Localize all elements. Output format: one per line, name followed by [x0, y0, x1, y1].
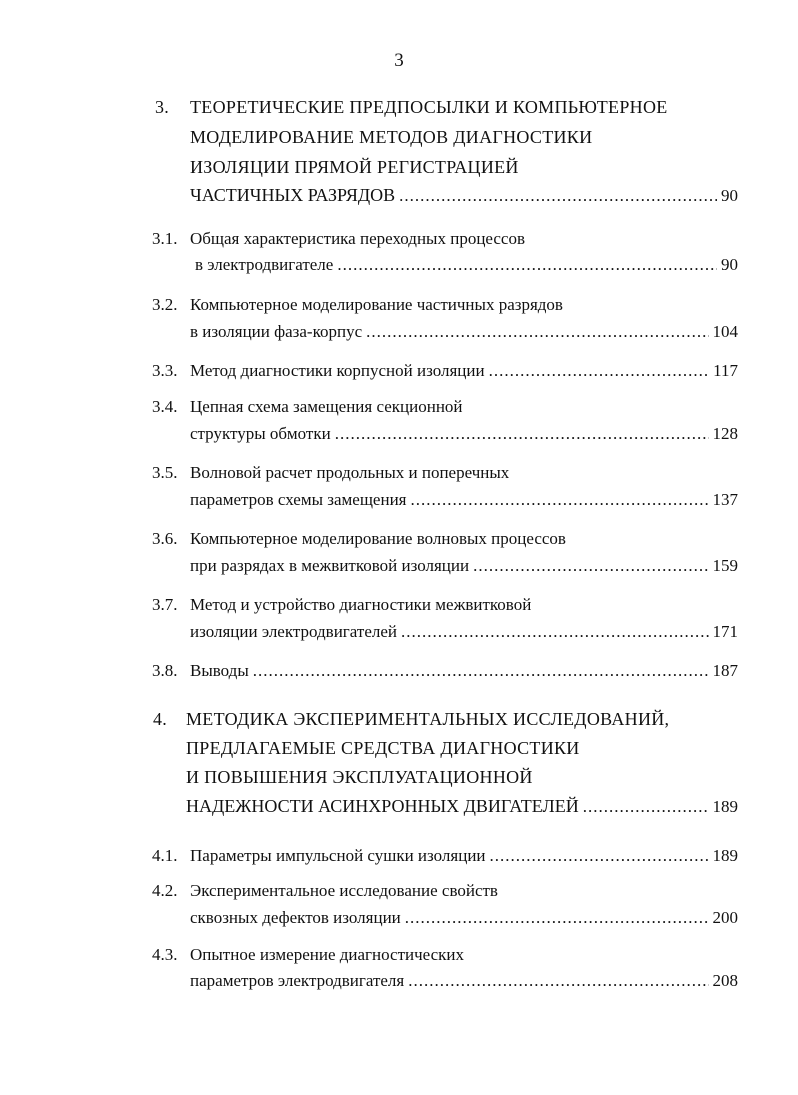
section-title-last-line: структуры обмотки: [190, 424, 331, 443]
dot-leader: [489, 360, 710, 382]
section-title-last-line: в изоляции фаза-корпус: [190, 322, 363, 341]
chapter-number: 4.: [153, 709, 168, 729]
page-ref: 171: [712, 622, 738, 641]
section-number: 3.7.: [152, 595, 178, 614]
toc-leader-line: [190, 907, 738, 929]
chapter-title-line: МОДЕЛИРОВАНИЕ МЕТОДОВ ДИАГНОСТИКИ: [190, 127, 593, 147]
section-title-last-line: изоляции электродвигателей: [190, 622, 397, 641]
page-ref: 104: [712, 322, 738, 341]
section-number: 3.3.: [152, 361, 178, 380]
dot-leader: [583, 796, 709, 818]
toc-leader-line: [190, 845, 738, 867]
section-title-last-line: параметров схемы замещения: [190, 490, 407, 509]
dot-leader: [366, 321, 708, 343]
dot-leader: [335, 423, 709, 445]
dot-leader: [408, 970, 708, 992]
section-number: 3.8.: [152, 661, 178, 680]
toc-leader-line: [195, 254, 738, 276]
dot-leader: [411, 489, 709, 511]
page-number: 3: [394, 50, 404, 71]
dot-leader: [405, 907, 709, 929]
section-title-line: Экспериментальное исследование свойств: [190, 881, 498, 900]
section-title-last-line: Метод диагностики корпусной изоляции: [190, 361, 485, 380]
section-title-line: Общая характеристика переходных процессов: [190, 229, 526, 248]
section-title-last-line: сквозных дефектов изоляции: [190, 908, 401, 927]
page-ref: 187: [712, 661, 738, 680]
toc-leader-line: [190, 321, 738, 343]
section-title-last-line: при разрядах в межвитковой изоляции: [190, 556, 470, 575]
page-ref: 90: [721, 255, 738, 274]
page-ref: 90: [721, 186, 738, 205]
toc-leader-line: [186, 795, 738, 818]
chapter-title-last-line: ЧАСТИЧНЫХ РАЗРЯДОВ: [190, 185, 396, 205]
section-title-last-line: Выводы: [190, 661, 249, 680]
toc-leader-line: [190, 555, 738, 577]
section-title-line: Опытное измерение диагностических: [190, 945, 465, 964]
section-number: 3.5.: [152, 463, 178, 482]
section-number: 4.3.: [152, 945, 178, 964]
section-number: 3.4.: [152, 397, 178, 416]
dot-leader: [399, 185, 717, 207]
section-number: 3.1.: [152, 229, 178, 248]
page-ref: 208: [712, 971, 738, 990]
section-number: 3.2.: [152, 295, 178, 314]
toc-leader-line: [190, 360, 738, 382]
toc-leader-line: [190, 621, 738, 643]
page-ref: 159: [712, 556, 738, 575]
section-number: 4.2.: [152, 881, 178, 900]
dot-leader: [490, 845, 709, 867]
chapter-title-last-line: НАДЕЖНОСТИ АСИНХРОННЫХ ДВИГАТЕЛЕЙ: [186, 796, 579, 816]
section-title-line: Волновой расчет продольных и поперечных: [190, 463, 510, 482]
page-ref: 189: [712, 846, 738, 865]
section-title-line: Метод и устройство диагностики межвитковой: [190, 595, 532, 614]
section-number: 4.1.: [152, 846, 178, 865]
chapter-title-line: ТЕОРЕТИЧЕСКИЕ ПРЕДПОСЫЛКИ И КОМПЬЮТЕРНОЕ: [190, 97, 668, 117]
dot-leader: [253, 660, 709, 682]
dot-leader: [401, 621, 709, 643]
chapter-title-line: ИЗОЛЯЦИИ ПРЯМОЙ РЕГИСТРАЦИЕЙ: [190, 157, 519, 177]
section-title-last-line: параметров электродвигателя: [190, 971, 405, 990]
section-title-line: Цепная схема замещения секционной: [190, 397, 463, 416]
toc-leader-line: [190, 660, 738, 682]
section-title-line: Компьютерное моделирование волновых процессов: [190, 529, 566, 548]
chapter-title-line: И ПОВЫШЕНИЯ ЭКСПЛУАТАЦИОННОЙ: [186, 767, 533, 787]
page-ref: 137: [712, 490, 738, 509]
section-number: 3.6.: [152, 529, 178, 548]
chapter-number: 3.: [155, 97, 170, 117]
page-ref: 200: [712, 908, 738, 927]
page-ref: 128: [712, 424, 738, 443]
page-ref: 189: [712, 797, 738, 816]
section-title-last-line: в электродвигателе: [195, 255, 334, 274]
toc-leader-line: [190, 423, 738, 445]
toc-leader-line: [190, 184, 738, 207]
chapter-title-line: МЕТОДИКА ЭКСПЕРИМЕНТАЛЬНЫХ ИССЛЕДОВАНИЙ,: [186, 709, 670, 729]
dot-leader: [473, 555, 708, 577]
toc-leader-line: [190, 970, 738, 992]
section-title-line: Компьютерное моделирование частичных разрядов: [190, 295, 563, 314]
chapter-title-line: ПРЕДЛАГАЕМЫЕ СРЕДСТВА ДИАГНОСТИКИ: [186, 738, 580, 758]
dot-leader: [337, 254, 717, 276]
toc-leader-line: [190, 489, 738, 511]
section-title-last-line: Параметры импульсной сушки изоляции: [190, 846, 486, 865]
page-ref: 117: [713, 361, 738, 380]
